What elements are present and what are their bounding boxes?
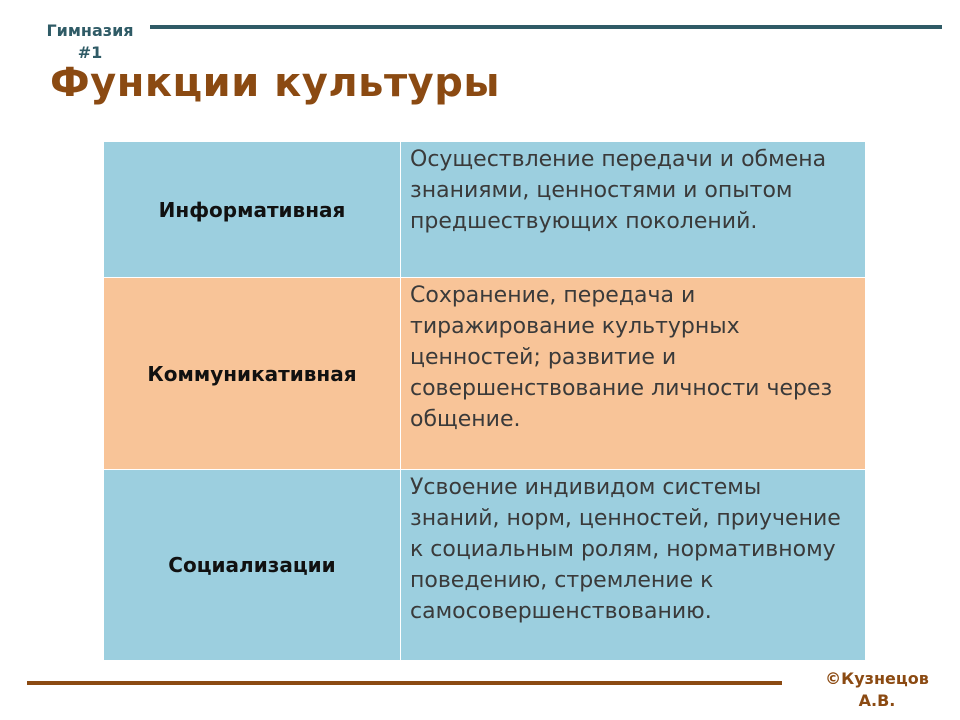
function-name-cell: Социализации [104,470,401,661]
school-name: Гимназия [46,21,134,40]
table-row [104,142,866,278]
school-number: #1 [77,43,103,62]
author-credit [804,668,950,712]
author-name: ©Кузнецов [825,669,929,688]
author-initials: А.В. [858,691,896,710]
functions-table [103,141,866,661]
function-name-cell: Коммуникативная [104,278,401,470]
table-row [104,470,866,661]
function-description-cell: Осуществление передачи и обмена знаниями, ценностями и опытом предшествующих поколений. [401,142,866,278]
footer-divider [27,681,782,685]
page-title: Функции культуры [50,60,501,106]
function-description-cell: Сохранение, передача и тиражирование культурных ценностей; развитие и совершенствование личности через общение. [401,278,866,470]
function-name-cell: Информативная [104,142,401,278]
header-divider [150,25,942,29]
function-description-cell: Усвоение индивидом системы знаний, норм, ценностей, приучение к социальным ролям, нормативному поведению, стремление к самосовершенствованию. [401,470,866,661]
table-row [104,278,866,470]
